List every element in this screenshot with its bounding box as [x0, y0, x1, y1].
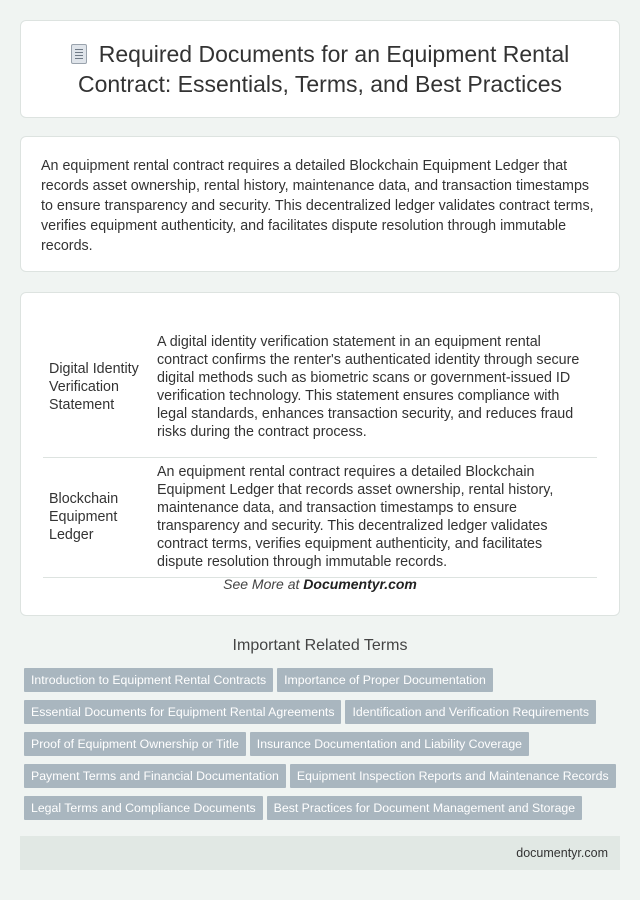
description-cell: A digital identity verification statement in an equipment rental contract confirms the renter's authenticated identity through secure digital methods such as biometric scans or government-issued ID verification technology. This statement ensures compliance with legal standards, enhances transaction security, and reduces fraud risks during the contract process. — [151, 317, 597, 457]
related-tag[interactable]: Proof of Equipment Ownership or Title — [24, 732, 246, 756]
related-tag[interactable]: Essential Documents for Equipment Rental Agreements — [24, 700, 341, 724]
related-tag[interactable]: Equipment Inspection Reports and Maintenance Records — [290, 764, 616, 788]
footer — [20, 836, 620, 870]
terms-table-card — [20, 292, 620, 616]
intro-paragraph: An equipment rental contract requires a detailed Blockchain Equipment Ledger that records asset ownership, rental history, maintenance data, and transaction timestamps to ensure transparency and security. This decentralized ledger validates contract terms, verifies equipment authenticity, and facilitates dispute resolution through immutable records. — [41, 158, 594, 254]
term-cell: Digital Identity Verification Statement — [43, 317, 151, 457]
see-more-link[interactable] — [21, 576, 619, 592]
related-tag[interactable]: Insurance Documentation and Liability Coverage — [250, 732, 529, 756]
related-tag[interactable]: Introduction to Equipment Rental Contracts — [24, 668, 273, 692]
related-terms-heading: Important Related Terms — [232, 637, 408, 654]
see-more-site[interactable]: Documentyr.com — [303, 576, 417, 592]
related-tag[interactable]: Best Practices for Document Management and Storage — [267, 796, 582, 820]
intro-card — [20, 136, 620, 272]
table-row — [43, 317, 597, 457]
table-row — [43, 457, 597, 577]
description-cell: An equipment rental contract requires a detailed Blockchain Equipment Ledger that records asset ownership, rental history, maintenance data, and transaction timestamps to ensure transparency and security. This decentralized ledger validates contract terms, verifies equipment authenticity, and facilitates dispute resolution through immutable records. — [151, 457, 597, 577]
related-tag[interactable]: Importance of Proper Documentation — [277, 668, 493, 692]
footer-site[interactable]: documentyr.com — [516, 846, 608, 860]
page-title-text: Required Documents for an Equipment Rental Contract: Essentials, Terms, and Best Practices — [77, 41, 570, 97]
terms-table — [43, 317, 597, 578]
title-card — [20, 20, 620, 118]
page-title — [45, 39, 595, 99]
document-icon — [71, 44, 87, 64]
related-tag[interactable]: Legal Terms and Compliance Documents — [24, 796, 263, 820]
related-tag[interactable]: Payment Terms and Financial Documentation — [24, 764, 286, 788]
related-tag[interactable]: Identification and Verification Requirements — [345, 700, 596, 724]
see-more-prefix: See More at — [223, 576, 304, 592]
term-cell: Blockchain Equipment Ledger — [43, 457, 151, 577]
related-tags — [20, 668, 620, 828]
